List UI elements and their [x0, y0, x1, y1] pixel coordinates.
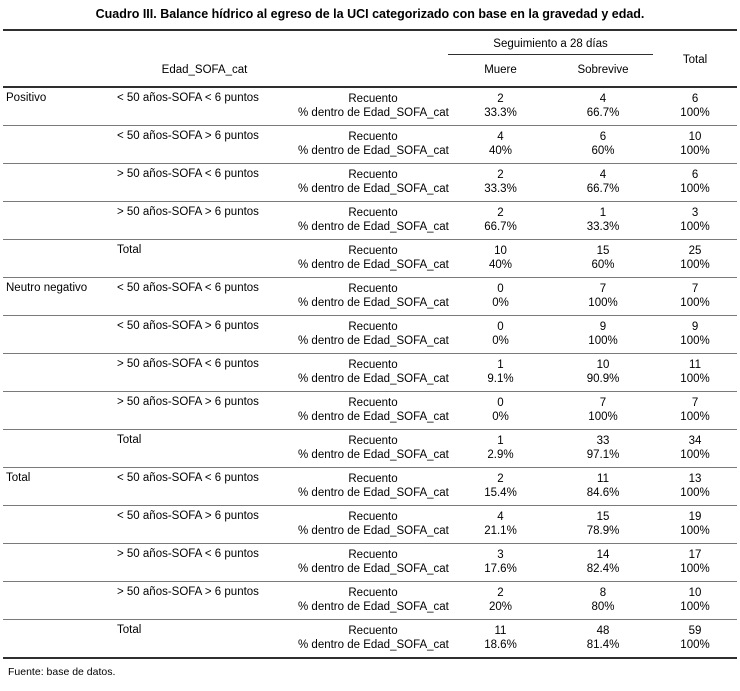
count-value: 17 — [688, 549, 702, 561]
table-row — [3, 468, 737, 506]
stat-label-percent: % dentro de Edad_SOFA_cat — [298, 601, 449, 613]
stat-label-percent: % dentro de Edad_SOFA_cat — [298, 259, 449, 271]
group-label-cell — [3, 126, 111, 164]
percent-value: 66.7% — [586, 107, 620, 119]
count-value: 2 — [497, 93, 504, 105]
stat-label-percent: % dentro de Edad_SOFA_cat — [298, 183, 449, 195]
count-value: 0 — [497, 321, 504, 333]
count-value: 15 — [596, 245, 610, 257]
category-label-cell: < 50 años-SOFA > 6 puntos — [111, 506, 298, 544]
percent-value: 100% — [680, 373, 710, 385]
total-values-cell — [653, 468, 737, 506]
count-value: 0 — [497, 397, 504, 409]
percent-value: 100% — [680, 107, 710, 119]
group-label-cell — [3, 544, 111, 582]
percent-value: 82.4% — [586, 563, 620, 575]
muere-values-cell — [448, 278, 553, 316]
count-value: 4 — [599, 169, 607, 181]
stat-labels-cell — [298, 392, 448, 430]
count-value: 4 — [497, 131, 504, 143]
stat-label-count: Recuento — [348, 473, 398, 485]
stat-labels-cell — [298, 582, 448, 620]
count-value: 6 — [691, 93, 699, 105]
muere-values-cell — [448, 392, 553, 430]
percent-value: 15.4% — [484, 487, 517, 499]
muere-values-cell — [448, 87, 553, 126]
stat-label-count: Recuento — [348, 587, 398, 599]
header-blank-cell — [3, 55, 111, 88]
percent-value: 90.9% — [586, 373, 620, 385]
count-value: 0 — [497, 283, 504, 295]
percent-value: 40% — [488, 145, 513, 157]
table-row — [3, 506, 737, 544]
percent-value: 0% — [492, 411, 509, 423]
percent-value: 100% — [680, 335, 710, 347]
count-value: 10 — [494, 245, 507, 257]
category-label-cell: < 50 años-SOFA < 6 puntos — [111, 87, 298, 126]
total-values-cell — [653, 126, 737, 164]
percent-value: 100% — [680, 259, 710, 271]
category-label-cell: > 50 años-SOFA < 6 puntos — [111, 544, 298, 582]
percent-value: 100% — [680, 639, 710, 651]
stat-label-percent: % dentro de Edad_SOFA_cat — [298, 639, 449, 651]
sobrevive-values-cell — [553, 87, 653, 126]
stat-label-percent: % dentro de Edad_SOFA_cat — [298, 297, 449, 309]
total-values-cell — [653, 278, 737, 316]
percent-value: 100% — [680, 563, 710, 575]
count-value: 6 — [691, 169, 699, 181]
percent-value: 33.3% — [484, 107, 517, 119]
total-values-cell — [653, 87, 737, 126]
stat-label-count: Recuento — [348, 93, 398, 105]
group-label-cell — [3, 202, 111, 240]
percent-value: 81.4% — [586, 639, 620, 651]
header-row-columns — [3, 55, 737, 88]
stat-label-percent: % dentro de Edad_SOFA_cat — [298, 221, 449, 233]
count-value: 11 — [494, 625, 507, 637]
stat-labels-cell — [298, 126, 448, 164]
category-label-cell: < 50 años-SOFA < 6 puntos — [111, 468, 298, 506]
stat-label-count: Recuento — [348, 625, 398, 637]
table-body — [3, 87, 737, 658]
group-label-cell — [3, 354, 111, 392]
percent-value: 60% — [591, 259, 615, 271]
muere-values-cell — [448, 430, 553, 468]
total-values-cell — [653, 544, 737, 582]
stat-labels-cell — [298, 430, 448, 468]
percent-value: 0% — [492, 335, 509, 347]
count-value: 15 — [596, 511, 610, 523]
total-values-cell — [653, 582, 737, 620]
group-label-cell — [3, 392, 111, 430]
table-row — [3, 430, 737, 468]
sobrevive-values-cell — [553, 620, 653, 659]
count-value: 3 — [691, 207, 699, 219]
count-value: 10 — [688, 131, 702, 143]
table-row — [3, 620, 737, 659]
count-value: 1 — [497, 435, 504, 447]
count-value: 11 — [597, 473, 609, 485]
followup-span-header: Seguimiento a 28 días — [448, 30, 653, 55]
count-value: 3 — [497, 549, 504, 561]
group-label-cell — [3, 316, 111, 354]
table-row — [3, 544, 737, 582]
percent-value: 100% — [680, 601, 710, 613]
count-value: 10 — [688, 587, 702, 599]
count-value: 7 — [599, 283, 607, 295]
muere-values-cell — [448, 506, 553, 544]
percent-value: 17.6% — [484, 563, 517, 575]
count-value: 2 — [497, 169, 504, 181]
count-value: 1 — [497, 359, 504, 371]
category-label-cell: > 50 años-SOFA > 6 puntos — [111, 582, 298, 620]
group-label-cell — [3, 582, 111, 620]
sobrevive-values-cell — [553, 240, 653, 278]
count-value: 7 — [691, 397, 699, 409]
stat-label-count: Recuento — [348, 549, 398, 561]
count-value: 10 — [596, 359, 610, 371]
percent-value: 66.7% — [484, 221, 517, 233]
total-values-cell — [653, 430, 737, 468]
muere-values-cell — [448, 126, 553, 164]
total-values-cell — [653, 506, 737, 544]
total-values-cell — [653, 316, 737, 354]
percent-value: 100% — [680, 221, 710, 233]
stat-label-percent: % dentro de Edad_SOFA_cat — [298, 107, 449, 119]
percent-value: 100% — [680, 297, 710, 309]
total-values-cell — [653, 240, 737, 278]
col-header-edad-sofa-cat: Edad_SOFA_cat — [111, 55, 298, 88]
col-header-muere: Muere — [448, 55, 553, 88]
muere-values-cell — [448, 164, 553, 202]
count-value: 19 — [688, 511, 702, 523]
sobrevive-values-cell — [553, 202, 653, 240]
count-value: 7 — [599, 397, 607, 409]
percent-value: 100% — [680, 449, 710, 461]
group-label-cell — [3, 430, 111, 468]
stat-label-percent: % dentro de Edad_SOFA_cat — [298, 449, 449, 461]
count-value: 25 — [688, 245, 702, 257]
category-label-cell: > 50 años-SOFA > 6 puntos — [111, 392, 298, 430]
percent-value: 21.1% — [484, 525, 517, 537]
count-value: 59 — [688, 625, 702, 637]
percent-value: 97.1% — [586, 449, 620, 461]
percent-value: 100% — [680, 525, 710, 537]
header-blank-cell — [3, 30, 448, 55]
table-row — [3, 582, 737, 620]
group-label-cell: Positivo — [3, 87, 111, 126]
col-header-total: Total — [653, 30, 737, 87]
total-values-cell — [653, 354, 737, 392]
percent-value: 18.6% — [484, 639, 517, 651]
percent-value: 100% — [680, 183, 710, 195]
percent-value: 80% — [591, 601, 615, 613]
header-blank-cell — [298, 55, 448, 88]
group-label-cell: Neutro negativo — [3, 278, 111, 316]
stat-labels-cell — [298, 506, 448, 544]
count-value: 8 — [599, 587, 607, 599]
stat-label-count: Recuento — [348, 397, 398, 409]
sobrevive-values-cell — [553, 392, 653, 430]
table-row — [3, 202, 737, 240]
stat-labels-cell — [298, 240, 448, 278]
percent-value: 40% — [488, 259, 513, 271]
table-row — [3, 392, 737, 430]
group-label-cell — [3, 506, 111, 544]
col-header-sobrevive: Sobrevive — [553, 55, 653, 88]
count-value: 9 — [691, 321, 699, 333]
percent-value: 0% — [492, 297, 509, 309]
stat-labels-cell — [298, 278, 448, 316]
muere-values-cell — [448, 316, 553, 354]
stat-labels-cell — [298, 87, 448, 126]
percent-value: 2.9% — [487, 449, 514, 461]
stat-label-count: Recuento — [348, 169, 398, 181]
sobrevive-values-cell — [553, 544, 653, 582]
source-note: Fuente: base de datos. — [8, 666, 116, 678]
count-value: 2 — [497, 587, 504, 599]
category-label-cell: < 50 años-SOFA > 6 puntos — [111, 126, 298, 164]
category-label-cell: > 50 años-SOFA < 6 puntos — [111, 354, 298, 392]
stat-label-percent: % dentro de Edad_SOFA_cat — [298, 563, 449, 575]
stat-label-count: Recuento — [348, 207, 398, 219]
stat-labels-cell — [298, 316, 448, 354]
balance-hidrico-table — [3, 29, 737, 659]
table-row — [3, 126, 737, 164]
sobrevive-values-cell — [553, 164, 653, 202]
count-value: 7 — [691, 283, 699, 295]
muere-values-cell — [448, 202, 553, 240]
percent-value: 84.6% — [586, 487, 620, 499]
group-label-cell — [3, 620, 111, 659]
percent-value: 66.7% — [586, 183, 620, 195]
muere-values-cell — [448, 544, 553, 582]
category-label-cell: Total — [111, 430, 298, 468]
table-row — [3, 240, 737, 278]
count-value: 2 — [497, 473, 504, 485]
category-label-cell: Total — [111, 240, 298, 278]
sobrevive-values-cell — [553, 430, 653, 468]
table-row — [3, 316, 737, 354]
sobrevive-values-cell — [553, 582, 653, 620]
stat-labels-cell — [298, 620, 448, 659]
group-label-cell — [3, 240, 111, 278]
category-label-cell: < 50 años-SOFA > 6 puntos — [111, 316, 298, 354]
sobrevive-values-cell — [553, 126, 653, 164]
stat-labels-cell — [298, 354, 448, 392]
total-values-cell — [653, 202, 737, 240]
group-label-cell — [3, 164, 111, 202]
count-value: 9 — [599, 321, 607, 333]
percent-value: 20% — [488, 601, 513, 613]
muere-values-cell — [448, 468, 553, 506]
muere-values-cell — [448, 582, 553, 620]
sobrevive-values-cell — [553, 506, 653, 544]
percent-value: 60% — [591, 145, 615, 157]
category-label-cell: Total — [111, 620, 298, 659]
header-row-span — [3, 30, 737, 55]
sobrevive-values-cell — [553, 468, 653, 506]
count-value: 6 — [599, 131, 607, 143]
table-row — [3, 87, 737, 126]
percent-value: 33.3% — [586, 221, 620, 233]
table-row — [3, 278, 737, 316]
stat-label-count: Recuento — [348, 435, 398, 447]
total-values-cell — [653, 392, 737, 430]
count-value: 14 — [596, 549, 610, 561]
count-value: 2 — [497, 207, 504, 219]
percent-value: 100% — [680, 411, 710, 423]
sobrevive-values-cell — [553, 278, 653, 316]
stat-label-percent: % dentro de Edad_SOFA_cat — [298, 411, 449, 423]
percent-value: 100% — [588, 411, 618, 423]
stat-label-percent: % dentro de Edad_SOFA_cat — [298, 487, 449, 499]
percent-value: 100% — [680, 145, 710, 157]
stat-label-percent: % dentro de Edad_SOFA_cat — [298, 373, 449, 385]
count-value: 11 — [689, 359, 701, 371]
percent-value: 100% — [588, 297, 618, 309]
count-value: 33 — [596, 435, 610, 447]
muere-values-cell — [448, 620, 553, 659]
percent-value: 9.1% — [487, 373, 514, 385]
stat-label-percent: % dentro de Edad_SOFA_cat — [298, 145, 449, 157]
stat-label-count: Recuento — [348, 245, 398, 257]
table-header — [3, 30, 737, 87]
stat-labels-cell — [298, 202, 448, 240]
percent-value: 33.3% — [484, 183, 517, 195]
count-value: 4 — [599, 93, 607, 105]
table-caption: Cuadro III. Balance hídrico al egreso de la UCI categorizado con base en la gravedad y edad. — [95, 7, 645, 21]
table-row — [3, 164, 737, 202]
category-label-cell: > 50 años-SOFA < 6 puntos — [111, 164, 298, 202]
total-values-cell — [653, 164, 737, 202]
count-value: 4 — [497, 511, 504, 523]
category-label-cell: < 50 años-SOFA < 6 puntos — [111, 278, 298, 316]
stat-labels-cell — [298, 544, 448, 582]
sobrevive-values-cell — [553, 354, 653, 392]
stat-labels-cell — [298, 468, 448, 506]
stat-label-count: Recuento — [348, 131, 398, 143]
percent-value: 100% — [680, 487, 710, 499]
stat-labels-cell — [298, 164, 448, 202]
count-value: 13 — [688, 473, 702, 485]
sobrevive-values-cell — [553, 316, 653, 354]
stat-label-count: Recuento — [348, 321, 398, 333]
percent-value: 100% — [588, 335, 618, 347]
total-values-cell — [653, 620, 737, 659]
table-row — [3, 354, 737, 392]
percent-value: 78.9% — [586, 525, 620, 537]
stat-label-percent: % dentro de Edad_SOFA_cat — [298, 335, 449, 347]
category-label-cell: > 50 años-SOFA > 6 puntos — [111, 202, 298, 240]
count-value: 48 — [596, 625, 610, 637]
stat-label-count: Recuento — [348, 359, 398, 371]
stat-label-percent: % dentro de Edad_SOFA_cat — [298, 525, 449, 537]
count-value: 34 — [688, 435, 702, 447]
stat-label-count: Recuento — [348, 511, 398, 523]
stat-label-count: Recuento — [348, 283, 398, 295]
muere-values-cell — [448, 240, 553, 278]
count-value: 1 — [599, 207, 607, 219]
muere-values-cell — [448, 354, 553, 392]
group-label-cell: Total — [3, 468, 111, 506]
